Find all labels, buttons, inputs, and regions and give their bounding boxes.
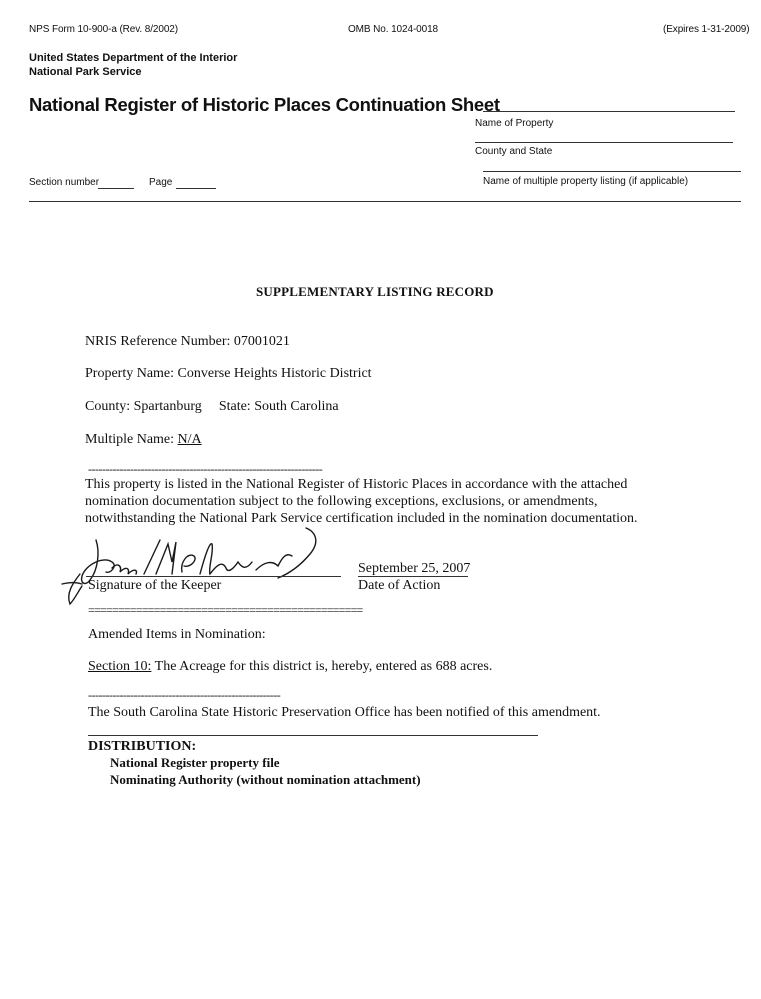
- county-label: County:: [85, 399, 131, 414]
- statement-line-1: This property is listed in the National Register of Historic Places in accordance with the attached: [85, 477, 628, 492]
- amended-heading: Amended Items in Nomination:: [88, 627, 266, 642]
- property-name-line: [483, 111, 735, 112]
- multiple-listing-label: Name of multiple property listing (if applicable): [483, 176, 689, 187]
- nris-value: 07001021: [233, 334, 290, 349]
- multiple-listing-line: [483, 171, 741, 172]
- section-number-blank: [98, 188, 134, 189]
- statement-line-2: nomination documentation subject to the following exceptions, exclusions, or amendments,: [85, 494, 598, 509]
- omb-number: OMB No. 1024-0018: [348, 24, 439, 35]
- section-reference: Section 10:: [88, 659, 152, 674]
- statement-line-3: notwithstanding the National Park Service certification included in the nomination documentation.: [85, 511, 638, 526]
- divider-dashes-2: -------------------------------------------------------: [88, 688, 281, 702]
- distribution-rule: [88, 735, 538, 736]
- action-date: September 25, 2007: [358, 561, 471, 576]
- signature-line: [86, 576, 341, 577]
- property-name-label: Name of Property: [475, 118, 554, 129]
- shpo-notice: The South Carolina State Historic Preservation Office has been notified of this amendment.: [88, 705, 601, 720]
- section-amendment: [88, 659, 492, 675]
- property-value: Converse Heights Historic District: [177, 366, 372, 381]
- multiple-label: Multiple Name:: [85, 432, 175, 447]
- nris-label: NRIS Reference Number:: [85, 334, 231, 349]
- date-line: [358, 576, 468, 577]
- signature-label: Signature of the Keeper: [88, 578, 222, 593]
- distribution-item: National Register property file: [110, 755, 280, 770]
- section-number-label: Section number: [29, 177, 100, 188]
- county-state-row: [85, 399, 339, 415]
- distribution-item: Nominating Authority (without nomination attachment): [110, 772, 421, 787]
- multiple-value: N/A: [177, 432, 202, 447]
- property-name: [85, 366, 372, 382]
- section-amendment-text: The Acreage for this district is, hereby, entered as 688 acres.: [154, 659, 493, 674]
- keeper-signature: [60, 522, 340, 612]
- record-heading: SUPPLEMENTARY LISTING RECORD: [256, 284, 494, 299]
- form-id: NPS Form 10-900-a (Rev. 8/2002): [29, 24, 178, 35]
- state-value: South Carolina: [254, 399, 339, 414]
- service-name: National Park Service: [29, 66, 142, 78]
- expiration-date: (Expires 1-31-2009): [663, 24, 750, 35]
- department-name: United States Department of the Interior: [29, 52, 238, 64]
- page-label: Page: [149, 177, 173, 188]
- property-label: Property Name:: [85, 366, 175, 381]
- multiple-name: [85, 432, 202, 448]
- date-label: Date of Action: [358, 578, 441, 593]
- page-blank: [176, 188, 216, 189]
- header-divider: [29, 201, 741, 202]
- page-title: National Register of Historic Places Continuation Sheet: [29, 94, 500, 115]
- county-state-label: County and State: [475, 146, 553, 157]
- divider-equals: ==============================================: [88, 603, 363, 617]
- divider-dashes-1: -------------------------------------------------------------------: [88, 462, 323, 476]
- county-state-line: [475, 142, 733, 143]
- county-value: Spartanburg: [133, 399, 202, 414]
- state-label: State:: [218, 399, 251, 414]
- nris-reference: [85, 334, 290, 350]
- distribution-heading: DISTRIBUTION:: [88, 739, 197, 754]
